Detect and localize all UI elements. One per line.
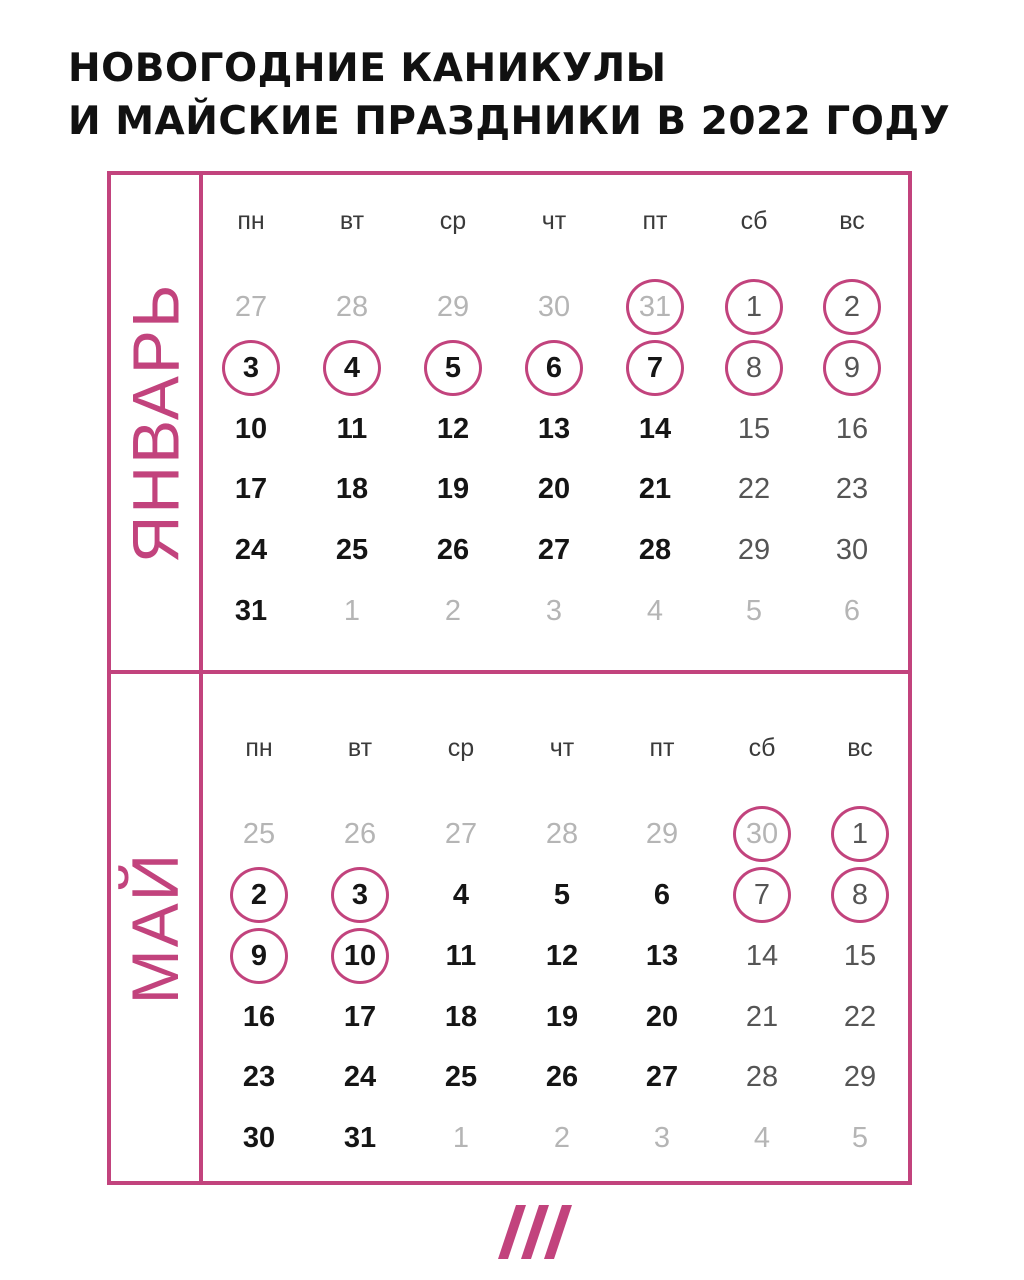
calendar-day: 12 [545,940,579,972]
calendar-day: 6 [653,879,671,911]
weekday-header: вт [339,207,365,235]
calendar-day: 26 [343,818,377,850]
calendar-day: 8 [851,879,869,911]
calendar-day: 31 [638,291,672,323]
month-name-may: МАЙ [118,851,192,1004]
calendar-day: 25 [335,534,369,566]
calendar-day: 9 [843,352,861,384]
calendar-day: 30 [835,534,869,566]
calendar-day: 4 [452,879,470,911]
calendar-day: 25 [242,818,276,850]
calendar-day: 24 [343,1061,377,1093]
calendar-day: 1 [745,291,763,323]
calendar-day: 27 [645,1061,679,1093]
calendar-day: 27 [444,818,478,850]
calendar-day: 5 [553,879,571,911]
calendar-day: 10 [234,413,268,445]
weekday-header: ср [439,207,467,235]
calendar-day: 4 [753,1122,771,1154]
calendar-day: 21 [638,473,672,505]
calendar-day: 16 [242,1001,276,1033]
calendar-frame [107,171,912,1185]
weekday-header: сб [740,207,768,235]
weekday-header: сб [748,734,776,762]
calendar-day: 19 [545,1001,579,1033]
calendar-day: 16 [835,413,869,445]
calendar-day: 27 [234,291,268,323]
calendar-day: 6 [843,595,861,627]
calendar-day: 28 [545,818,579,850]
weekday-header: вс [839,207,865,235]
calendar-day: 11 [336,413,368,445]
weekday-header: пт [642,207,668,235]
weekday-header: чт [549,734,575,762]
calendar-day: 26 [436,534,470,566]
calendar-day: 25 [444,1061,478,1093]
calendar-day: 3 [653,1122,671,1154]
calendar-day: 19 [436,473,470,505]
weekday-header: вс [847,734,873,762]
calendar-day: 1 [452,1122,470,1154]
calendar-day: 30 [537,291,571,323]
calendar-day: 18 [444,1001,478,1033]
weekday-header: ср [447,734,475,762]
calendar-day: 29 [843,1061,877,1093]
calendar-day: 31 [234,595,268,627]
calendar-day: 14 [638,413,672,445]
calendar-day: 21 [745,1001,779,1033]
calendar-day: 5 [745,595,763,627]
calendar-day: 22 [843,1001,877,1033]
calendar-day: 2 [444,595,462,627]
calendar-day: 6 [545,352,563,384]
calendar-day: 4 [646,595,664,627]
weekday-header: пт [649,734,675,762]
calendar-day: 28 [638,534,672,566]
frame-divider-vertical [199,175,203,1181]
calendar-day: 17 [234,473,268,505]
calendar-day: 30 [242,1122,276,1154]
frame-divider-horizontal [111,670,908,674]
weekday-header: вт [347,734,373,762]
calendar-day: 20 [645,1001,679,1033]
weekday-header: пн [237,207,265,235]
calendar-day: 30 [745,818,779,850]
calendar-day: 9 [250,940,268,972]
calendar-day: 26 [545,1061,579,1093]
calendar-day: 11 [445,940,477,972]
calendar-day: 2 [553,1122,571,1154]
calendar-day: 28 [745,1061,779,1093]
calendar-day: 3 [242,352,260,384]
calendar-day: 5 [444,352,462,384]
calendar-day: 12 [436,413,470,445]
tv-rain-slashes-icon [498,1205,580,1259]
calendar-day: 3 [351,879,369,911]
title-line-1: НОВОГОДНИЕ КАНИКУЛЫ [68,46,667,91]
calendar-day: 18 [335,473,369,505]
calendar-day: 10 [343,940,377,972]
month-name-january: ЯНВАРЬ [118,282,193,563]
calendar-day: 29 [436,291,470,323]
page-title [68,42,988,148]
calendar-day: 24 [234,534,268,566]
calendar-day: 13 [645,940,679,972]
calendar-day: 28 [335,291,369,323]
calendar-day: 1 [343,595,361,627]
weekday-header: пн [245,734,273,762]
calendar-day: 5 [851,1122,869,1154]
calendar-day: 8 [745,352,763,384]
calendar-day: 1 [851,818,869,850]
calendar-day: 23 [242,1061,276,1093]
calendar-day: 15 [737,413,771,445]
calendar-day: 29 [645,818,679,850]
calendar-day: 7 [753,879,771,911]
calendar-day: 27 [537,534,571,566]
calendar-day: 13 [537,413,571,445]
calendar-day: 31 [343,1122,377,1154]
title-line-2: И МАЙСКИЕ ПРАЗДНИКИ В 2022 ГОДУ [68,99,951,144]
calendar-day: 3 [545,595,563,627]
calendar-day: 17 [343,1001,377,1033]
calendar-day: 2 [250,879,268,911]
calendar-day: 15 [843,940,877,972]
calendar-day: 20 [537,473,571,505]
calendar-day: 22 [737,473,771,505]
weekday-header: чт [541,207,567,235]
month-label-may [111,674,199,1181]
month-label-january [111,175,199,670]
calendar-day: 4 [343,352,361,384]
calendar-day: 23 [835,473,869,505]
calendar-day: 2 [843,291,861,323]
calendar-day: 14 [745,940,779,972]
calendar-day: 7 [646,352,664,384]
calendar-day: 29 [737,534,771,566]
